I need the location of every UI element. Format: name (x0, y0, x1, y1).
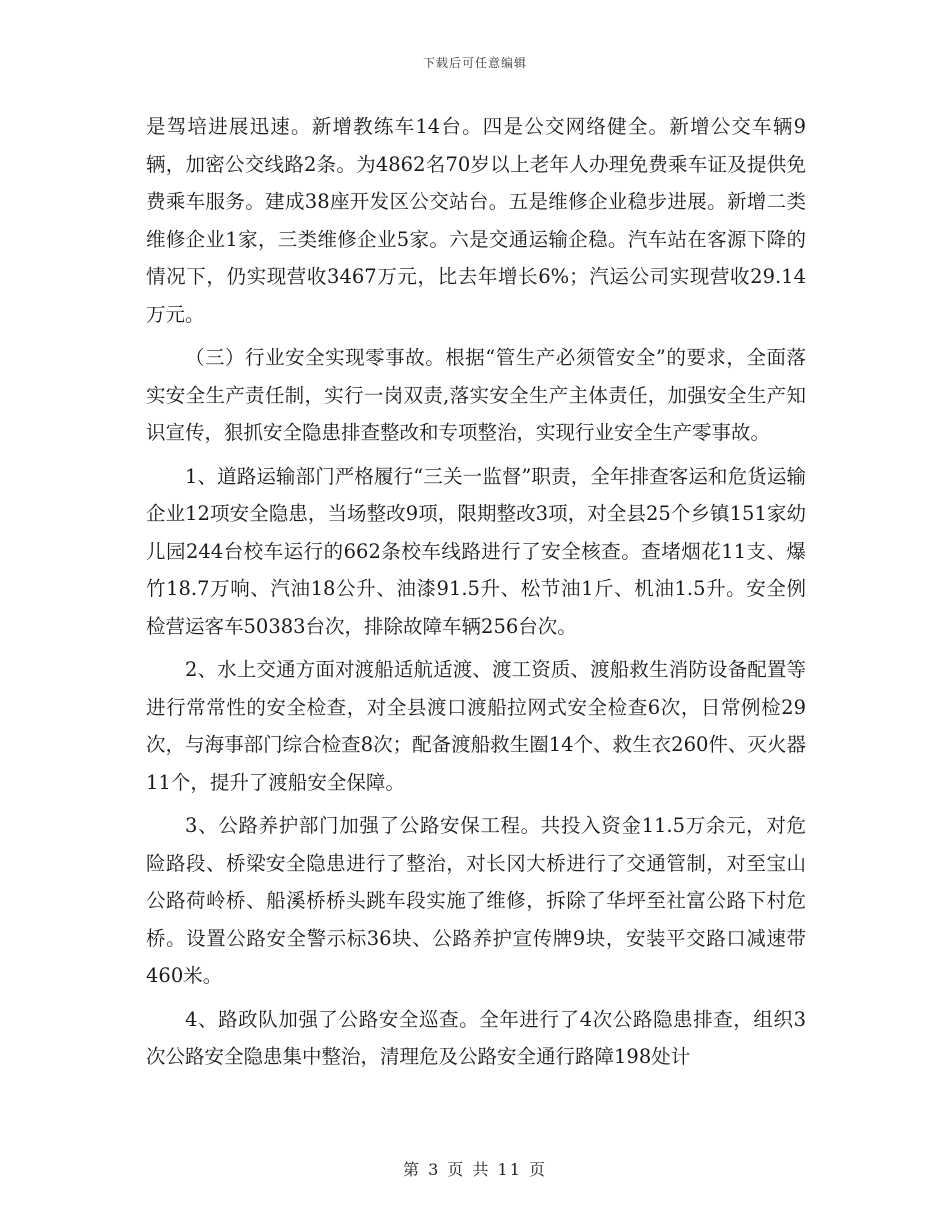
paragraph-item-4-road-patrol: 4、路政队加强了公路安全巡查。全年进行了4次公路隐患排查，组织3次公路安全隐患集中整治，清理危及公路安全通行路障198处计 (146, 1007, 806, 1068)
document-body (146, 108, 806, 1082)
paragraph-item-2-water-transport: 2、水上交通方面对渡船适航适渡、渡工资质、渡船救生消防设备配置等进行常常性的安全检查，对全县渡口渡船拉网式安全检查6次，日常例检29次，与海事部门综合检查8次；配备渡船救生圈14个、救生衣260件、灭火器11个，提升了渡船安全保障。 (146, 658, 806, 794)
page-number-footer: 第 3 页 共 11 页 (403, 1160, 547, 1179)
paragraph-item-3-road-maintenance: 3、公路养护部门加强了公路安保工程。共投入资金11.5万余元，对危险路段、桥梁安全隐患进行了整治，对长冈大桥进行了交通管制，对至宝山公路荷岭桥、船溪桥桥头跳车段实施了维修，拆除了华坪至社富公路下村危桥。设置公路安全警示标36块、公路养护宣传牌9块，安装平交路口减速带460米。 (146, 814, 806, 987)
paragraph-section-three: （三）行业安全实现零事故。根据“管生产必须管安全”的要求，全面落实安全生产责任制，实行一岗双责,落实安全生产主体责任，加强安全生产知识宣传，狠抓安全隐患排查整改和专项整治，实现行业安全生产零事故。 (146, 346, 806, 444)
page-header: 下载后可任意编辑 (422, 56, 527, 70)
paragraph-continuation: 是驾培进展迅速。新增教练车14台。四是公交网络健全。新增公交车辆9辆，加密公交线路2条。为4862名70岁以上老年人办理免费乘车证及提供免费乘车服务。建成38座开发区公交站台。五是维修企业稳步进展。新增二类维修企业1家，三类维修企业5家。六是交通运输企稳。汽车站在客源下降的情况下，仍实现营收3467万元，比去年增长6%；汽运公司实现营收29.14万元。 (146, 115, 806, 326)
paragraph-item-1-road-transport: 1、道路运输部门严格履行“三关一监督”职责，全年排查客运和危货运输企业12项安全隐患，当场整改9项，限期整改3项，对全县25个乡镇151家幼儿园244台校车运行的662条校车线路进行了安全核查。查堵烟花11支、爆竹18.7万响、汽油18公升、油漆91.5升、松节油1斤、机油1.5升。安全例检营运客车50383台次，排除故障车辆256台次。 (146, 464, 806, 638)
